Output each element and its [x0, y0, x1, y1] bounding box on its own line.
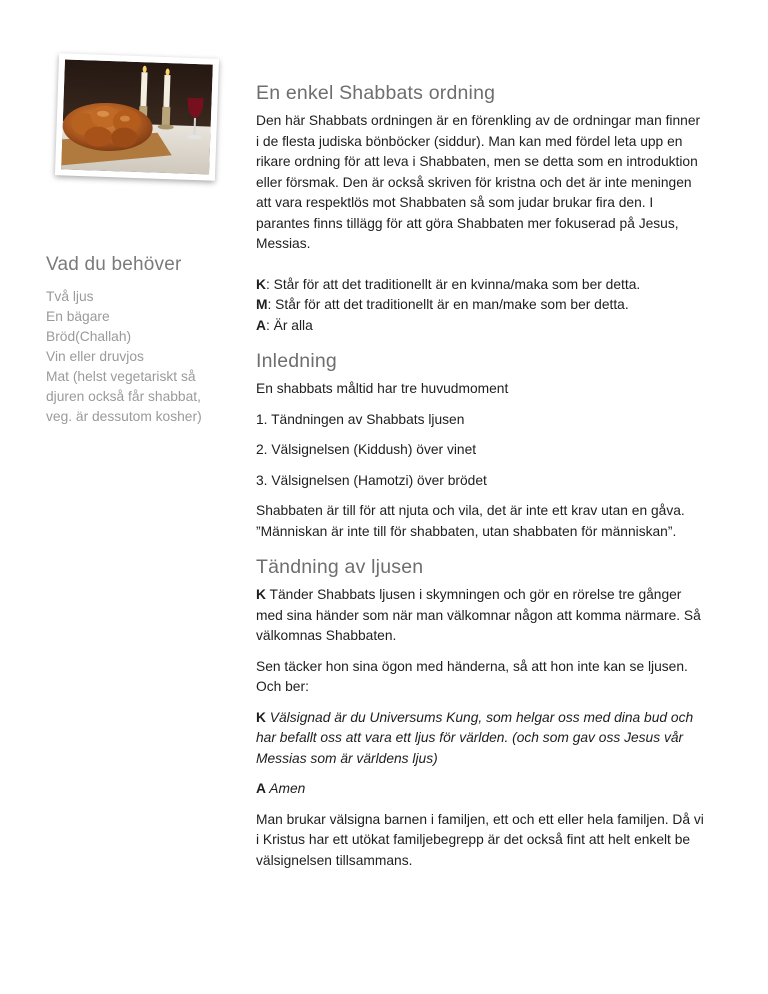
shabbat-table-illustration	[61, 59, 213, 174]
step-item: 2. Välsignelsen (Kiddush) över vinet	[256, 442, 477, 457]
legend-k	[256, 275, 706, 296]
legend-key: K	[256, 276, 266, 292]
inledning-lead: En shabbats måltid har tre huvudmoment	[256, 381, 509, 396]
needs-item: Två ljus	[46, 289, 94, 304]
needs-title: Vad du behöver	[46, 254, 182, 275]
needs-item: Vin eller druvjos	[46, 349, 144, 364]
needs-item: veg. är dessutom kosher)	[46, 409, 202, 424]
needs-item: Mat (helst vegetariskt så	[46, 369, 196, 384]
needs-item: djuren också får shabbat,	[46, 389, 201, 404]
tandning-paragraph-3: Man brukar välsigna barnen i familjen, ett och ett eller hela familjen. Då vi i Kristus har ett utökat familjebegrepp är det också fint att helt enkelt be välsignelsen tillsammans.	[256, 811, 704, 868]
shabbat-photo	[55, 53, 219, 181]
tandning-paragraph-1	[256, 585, 706, 647]
legend-text: : Är alla	[265, 317, 313, 333]
amen-paragraph	[256, 779, 706, 800]
legend-key: M	[256, 297, 268, 312]
inledning-closing: Shabbaten är till för att njuta och vila, det är inte ett krav utan en gåva. ”Människan är inte till för shabbaten, utan shabbaten för människan”.	[256, 503, 685, 539]
intro-paragraph: Den här Shabbats ordningen är en förenkling av de ordningar man finner i de flesta judiska bönböcker (siddur). Man kan med fördel leta upp en rikare ordning för att leva i Shabbaten, men se detta som en introduktion eller försmak. Den är också skriven för kristna och det är inte meningen att vara respektlös mot Shabbaten så som judar brukar fira den. I parantes finns tillägg för att göra Shabbaten mer fokuserad på Jesus, Messias.	[256, 113, 701, 251]
tandning-text: Tänder Shabbats ljusen i skymningen och gör en rörelse tre gånger med sina händer som när man välkomnar någon att komma närmare. Så välkomnas Shabbaten.	[256, 587, 701, 643]
amen-text: Amen	[265, 781, 306, 796]
legend-text: : Står för att det traditionellt är en kvinna/maka som ber detta.	[265, 276, 641, 292]
speaker-key: A	[256, 781, 266, 796]
needs-list	[46, 287, 232, 427]
legend-text: : Står för att det traditionellt är en man/make som ber detta.	[267, 297, 629, 312]
needs-sidebar	[46, 254, 232, 427]
speaker-key: K	[256, 587, 266, 602]
main-content	[256, 82, 706, 871]
legend-key: A	[256, 317, 266, 333]
needs-item: En bägare	[46, 309, 110, 324]
needs-item: Bröd(Challah)	[46, 329, 132, 344]
intro-title: En enkel Shabbats ordning	[256, 82, 496, 104]
inledning-title: Inledning	[256, 350, 337, 372]
legend-m	[256, 295, 706, 316]
tandning-paragraph-2: Sen täcker hon sina ögon med händerna, så att hon inte kan se ljusen. Och ber:	[256, 658, 688, 694]
speaker-key: K	[256, 709, 266, 725]
step-item: 1. Tändningen av Shabbats ljusen	[256, 411, 465, 427]
blessing-text: Välsignad är du Universums Kung, som helgar oss med dina bud och har befallt oss att vara ett ljus för världen. (och som gav oss Jesus vår Messias som är världens ljus)	[256, 709, 694, 766]
step-item: 3. Välsignelsen (Hamotzi) över brödet	[256, 472, 487, 488]
tandning-title: Tändning av ljusen	[256, 556, 424, 578]
legend-a	[256, 316, 706, 337]
blessing-paragraph	[256, 708, 706, 770]
